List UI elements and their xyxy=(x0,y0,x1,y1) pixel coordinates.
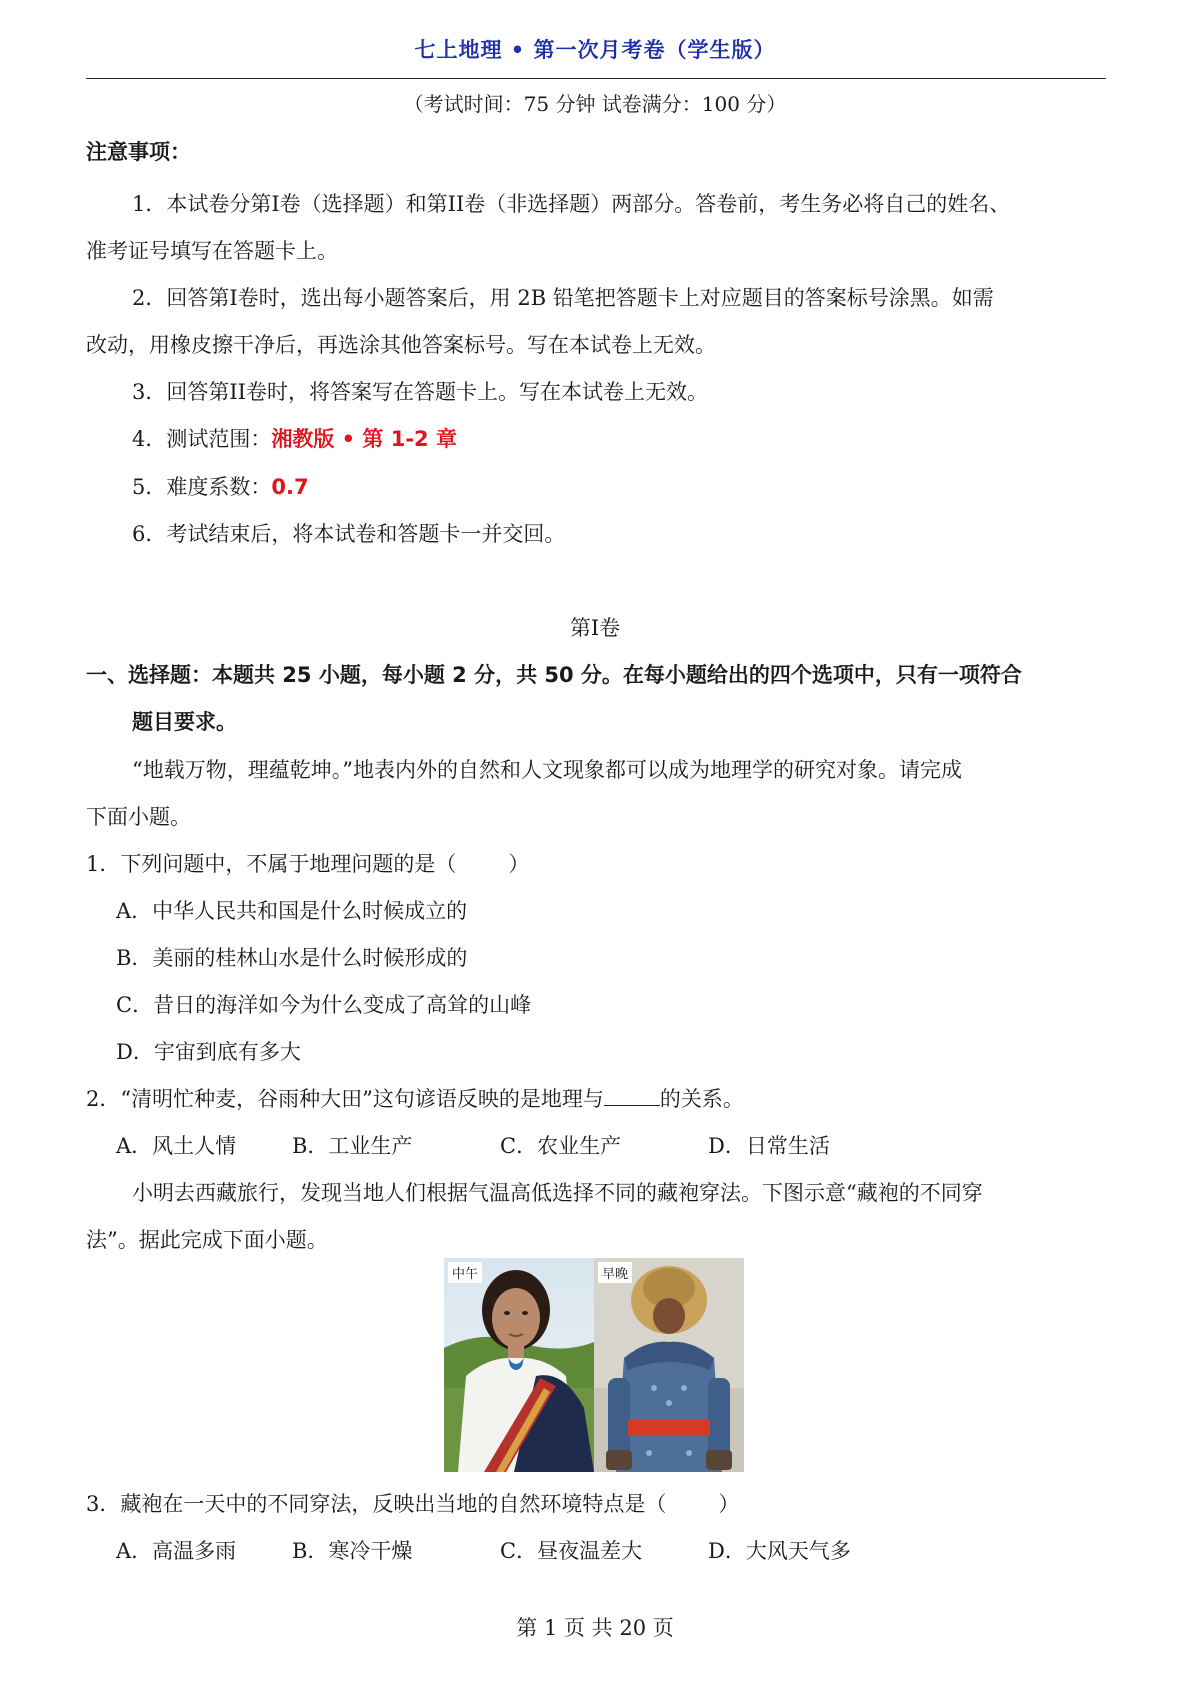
question-3-option-d: D．大风天气多 xyxy=(708,1539,851,1563)
exam-subtitle: （考试时间：75 分钟 试卷满分：100 分） xyxy=(403,92,787,116)
question-1-option-a: A．中华人民共和国是什么时候成立的 xyxy=(116,899,468,923)
notice-item-5-prefix: 5．难度系数： xyxy=(132,475,272,499)
title-divider xyxy=(86,78,1106,79)
passage-1-line2: 下面小题。 xyxy=(86,805,191,829)
question-2-option-a: A．风土人情 xyxy=(116,1134,237,1158)
notice-item-4 xyxy=(132,423,457,453)
photo-morning-evening-label: 早晚 xyxy=(598,1262,632,1283)
passage-2-line1: 小明去西藏旅行，发现当地人们根据气温高低选择不同的藏袍穿法。下图示意“藏袍的不同穿 xyxy=(132,1181,983,1205)
photo-noon-image xyxy=(444,1258,594,1472)
photo-noon xyxy=(444,1258,594,1472)
question-3-option-b: B．寒冷干燥 xyxy=(292,1539,413,1563)
question-2-option-c: C．农业生产 xyxy=(500,1134,622,1158)
tibetan-robe-figure xyxy=(444,1258,744,1472)
exam-title: 七上地理 • 第一次月考卷（学生版） xyxy=(414,38,776,62)
notice-item-3: 3．回答第II卷时，将答案写在答题卡上。写在本试卷上无效。 xyxy=(132,380,708,404)
difficulty-value: 0.7 xyxy=(271,475,309,499)
question-3-stem: 3．藏袍在一天中的不同穿法，反映出当地的自然环境特点是（ ） xyxy=(86,1492,740,1516)
question-1-option-d: D．宇宙到底有多大 xyxy=(116,1040,301,1064)
notice-item-6: 6．考试结束后，将本试卷和答题卡一并交回。 xyxy=(132,522,566,546)
question-2-option-d: D．日常生活 xyxy=(708,1134,830,1158)
notice-item-2-cont: 改动，用橡皮擦干净后，再选涂其他答案标号。写在本试卷上无效。 xyxy=(86,333,716,357)
photo-morning-evening xyxy=(594,1258,744,1472)
notice-item-1-cont: 准考证号填写在答题卡上。 xyxy=(86,239,338,263)
notice-heading: 注意事项： xyxy=(86,140,191,164)
question-2-option-b: B．工业生产 xyxy=(292,1134,413,1158)
page-number: 第 1 页 共 20 页 xyxy=(516,1616,674,1640)
passage-2-line2: 法”。据此完成下面小题。 xyxy=(86,1228,328,1252)
question-3-option-c: C．昼夜温差大 xyxy=(500,1539,643,1563)
section-heading-line2: 题目要求。 xyxy=(132,710,237,734)
notice-item-4-prefix: 4．测试范围： xyxy=(132,427,272,451)
notice-item-2: 2．回答第I卷时，选出每小题答案后，用 2B 铅笔把答题卡上对应题目的答案标号涂黑。如需 xyxy=(132,286,994,310)
question-2-stem: 2．“清明忙种麦，谷雨种大田”这句谚语反映的是地理与 的关系。 xyxy=(86,1087,744,1111)
question-3-option-a: A．高温多雨 xyxy=(116,1539,237,1563)
answer-blank xyxy=(604,1085,660,1106)
test-scope-value: 湘教版 • 第 1-2 章 xyxy=(271,427,457,451)
question-1-option-c: C．昔日的海洋如今为什么变成了高耸的山峰 xyxy=(116,993,532,1017)
passage-1-line1: “地载万物，理蕴乾坤。”地表内外的自然和人文现象都可以成为地理学的研究对象。请完成 xyxy=(132,758,962,782)
question-1-option-b: B．美丽的桂林山水是什么时候形成的 xyxy=(116,946,468,970)
notice-item-1: 1．本试卷分第I卷（选择题）和第II卷（非选择题）两部分。答卷前，考生务必将自己的姓名、 xyxy=(132,192,1011,216)
photo-noon-label: 中午 xyxy=(448,1262,482,1283)
question-1-stem: 1．下列问题中，不属于地理问题的是（ ） xyxy=(86,852,530,876)
section-heading-line1: 一、选择题：本题共 25 小题，每小题 2 分，共 50 分。在每小题给出的四个选项中，只有一项符合 xyxy=(86,663,1022,687)
volume-label: 第I卷 xyxy=(569,616,621,640)
notice-item-5 xyxy=(132,471,309,501)
photo-morning-evening-image xyxy=(594,1258,744,1472)
